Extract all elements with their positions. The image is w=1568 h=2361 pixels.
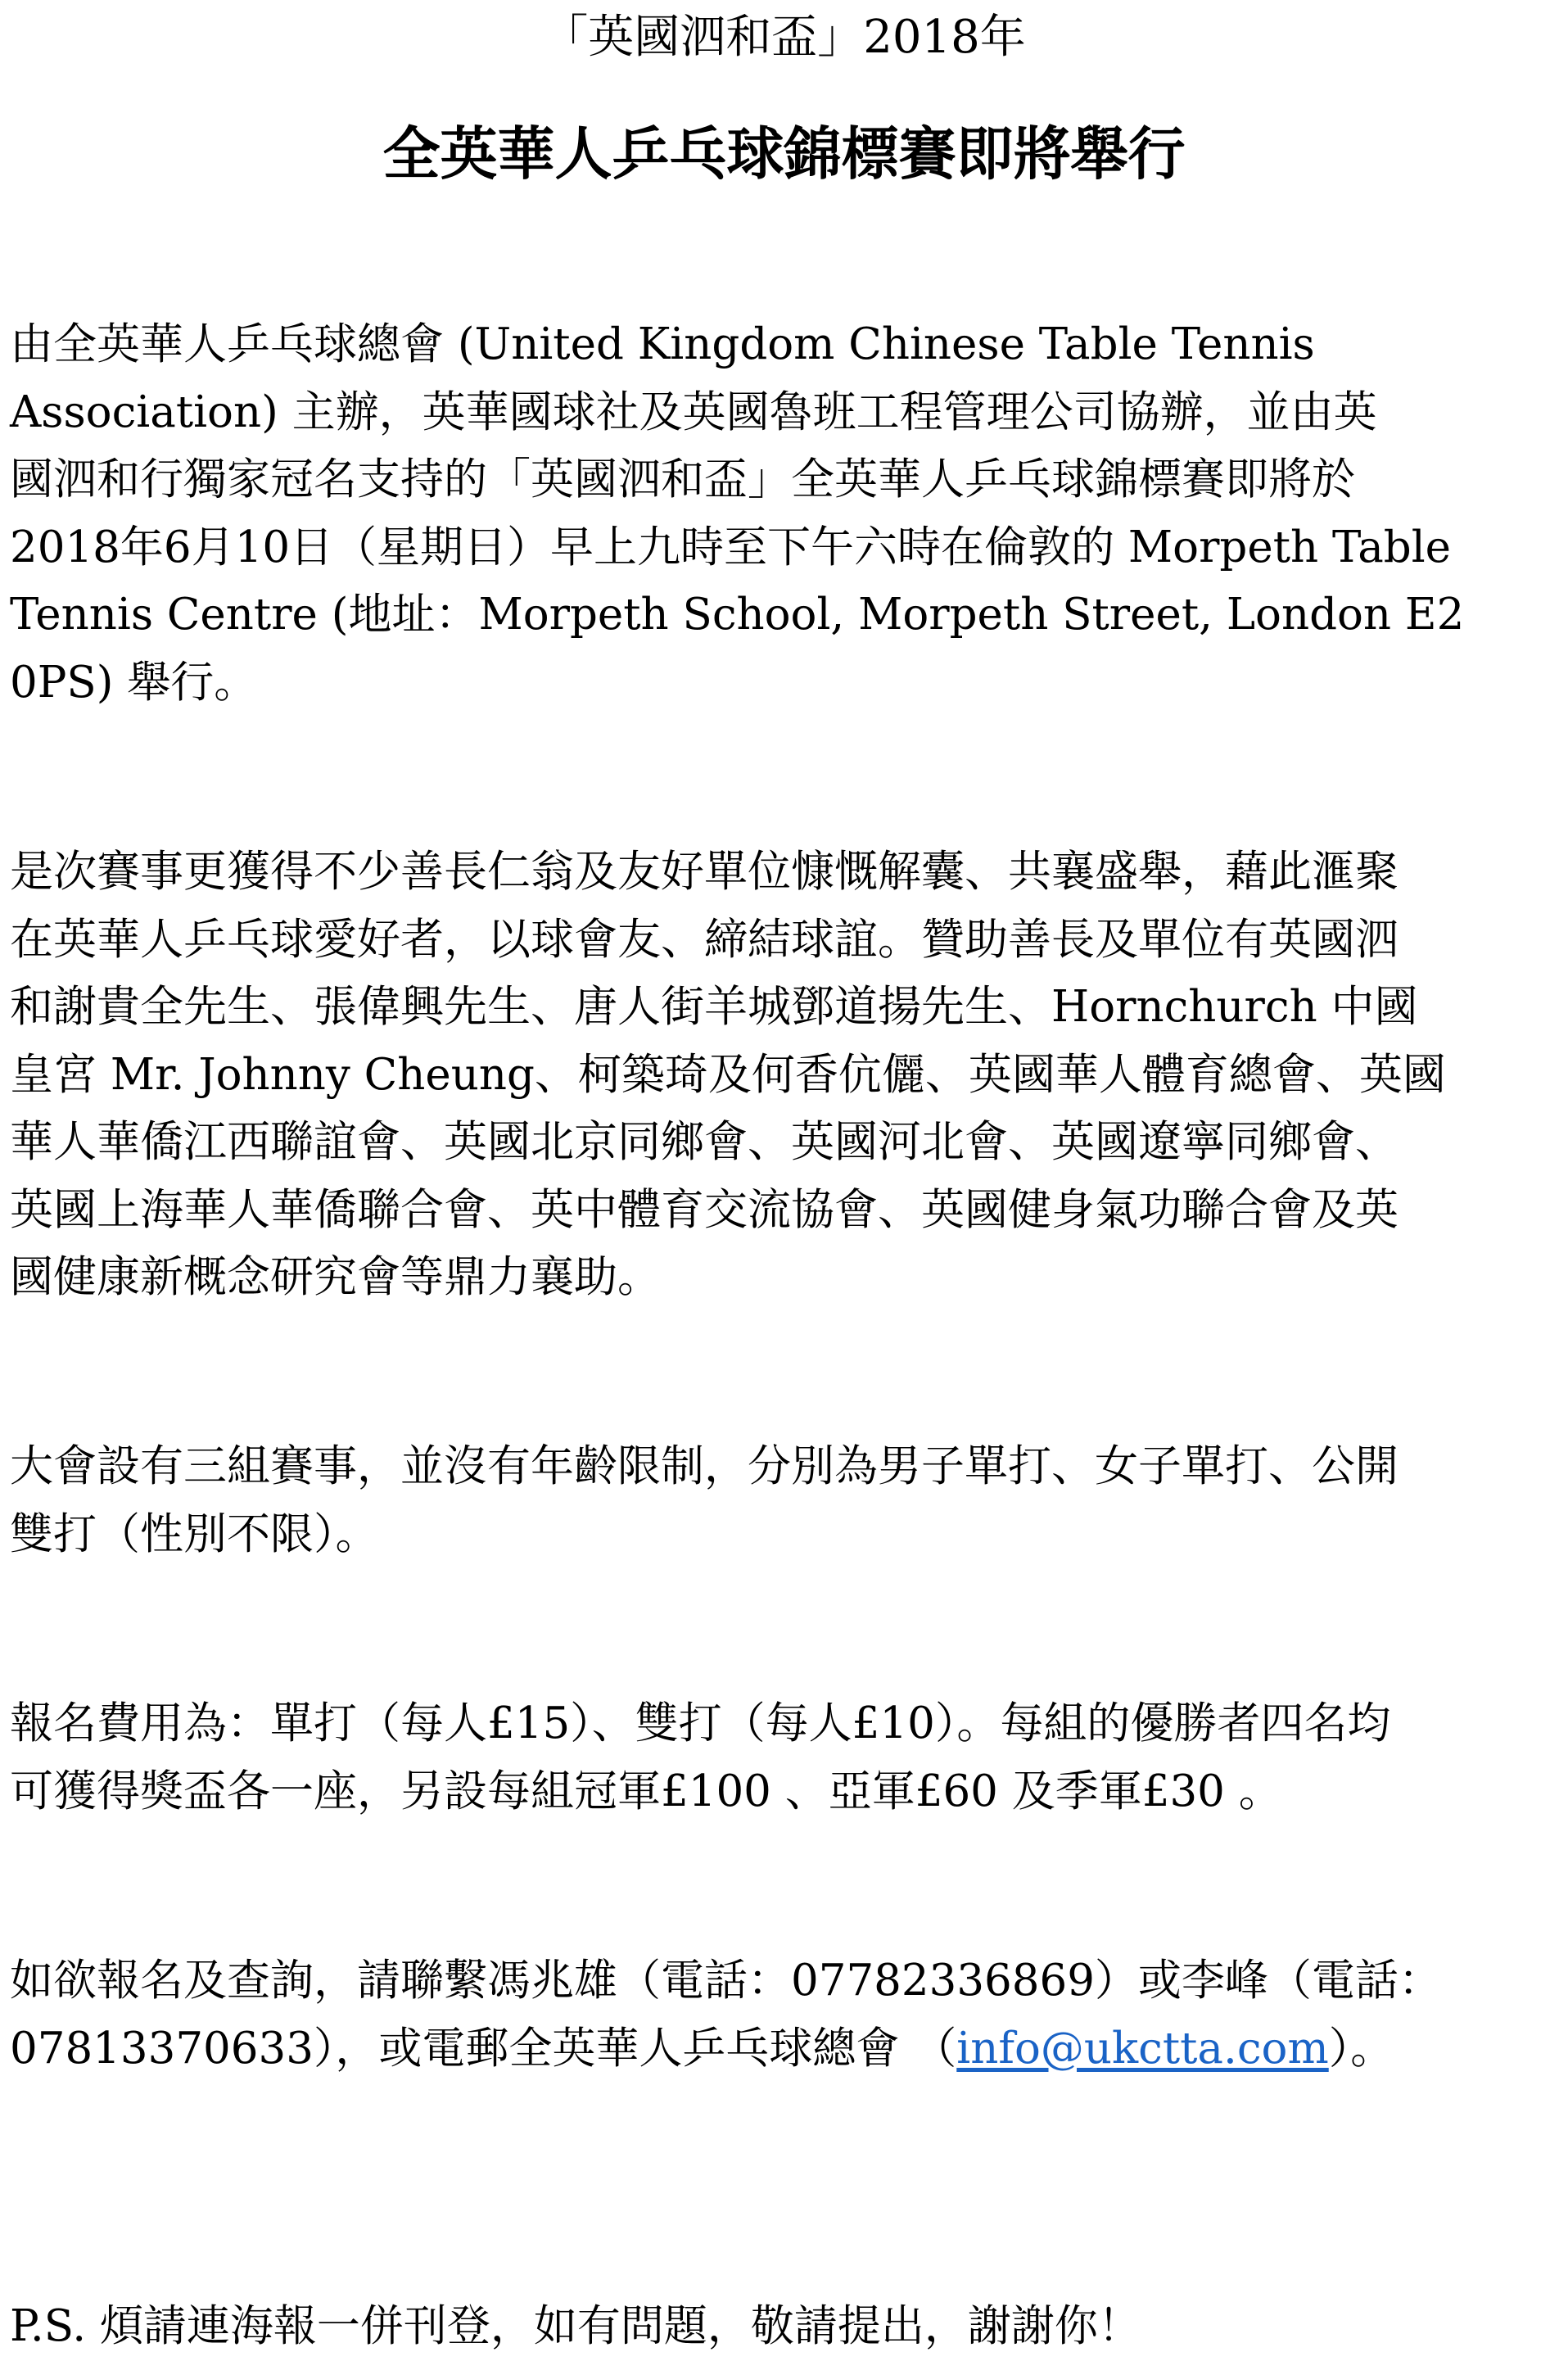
paragraph-intro bbox=[10, 311, 1557, 717]
paragraph-line: Association) 主辦，英華國球社及英國魯班工程管理公司協辦，並由英 bbox=[10, 387, 1377, 437]
email-link[interactable]: info@ukctta.com bbox=[956, 2023, 1329, 2074]
paragraph-line: 由全英華人乒乓球總會 (United Kingdom Chinese Table Tennis bbox=[10, 319, 1315, 369]
paragraph-line: 華人華僑江西聯誼會、英國北京同鄉會、英國河北會、英國遼寧同鄉會、 bbox=[10, 1117, 1399, 1167]
paragraph-line bbox=[10, 2015, 1557, 2083]
paragraph-sponsors bbox=[10, 839, 1557, 1312]
paragraph-line: 可獲得獎盃各一座，另設每組冠軍£100 、亞軍£60 及季軍£30 。 bbox=[10, 1766, 1282, 1816]
paragraph-line: 是次賽事更獲得不少善長仁翁及友好單位慷慨解囊、共襄盛舉，藉此滙聚 bbox=[10, 847, 1399, 897]
paragraph-line: 皇宮 Mr. Johnny Cheung、柯築琦及何香伉儷、英國華人體育總會、英國 bbox=[10, 1049, 1446, 1100]
paragraph-line: 報名費用為：單打（每人£15）、雙打（每人£10）。每組的優勝者四名均 bbox=[10, 1698, 1391, 1748]
paragraph-line: 在英華人乒乓球愛好者，以球會友、締結球誼。贊助善長及單位有英國泗 bbox=[10, 914, 1399, 965]
paragraph-fees bbox=[10, 1690, 1557, 1825]
postscript bbox=[10, 2293, 1557, 2361]
paragraph-line: 如欲報名及查詢，請聯繫馮兆雄（電話：07782336869）或李峰（電話： bbox=[10, 1956, 1442, 2006]
contact-text-prefix: 07813370633），或電郵全英華人乒乓球總會 （ bbox=[10, 2023, 957, 2074]
paragraph-line: 國健康新概念研究會等鼎力襄助。 bbox=[10, 1252, 661, 1302]
paragraph-line: 雙打（性別不限）。 bbox=[10, 1508, 379, 1559]
paragraph-line: P.S. 煩請連海報一併刊登，如有問題，敬請提出，謝謝你！ bbox=[10, 2301, 1141, 2351]
paragraph-line: 和謝貴全先生、張偉興先生、唐人街羊城鄧道揚先生、Hornchurch 中國 bbox=[10, 982, 1418, 1032]
paragraph-line: 英國上海華人華僑聯合會、英中體育交流協會、英國健身氣功聯合會及英 bbox=[10, 1184, 1399, 1235]
contact-text-suffix: ）。 bbox=[1328, 2023, 1394, 2074]
paragraph-line: Tennis Centre (地址：Morpeth School, Morpeth Street, London E2 bbox=[10, 590, 1465, 640]
document-title: 全英華人乒乓球錦標賽即將舉行 bbox=[382, 120, 1186, 188]
paragraph-contact bbox=[10, 1947, 1557, 2083]
paragraph-line: 0PS) 舉行。 bbox=[10, 657, 258, 708]
paragraph-line: 國泗和行獨家冠名支持的「英國泗和盃」全英華人乒乓球錦標賽即將於 bbox=[10, 455, 1355, 504]
document-subtitle: 「英國泗和盃」2018年 bbox=[542, 11, 1026, 64]
paragraph-line: 大會設有三組賽事，並沒有年齡限制，分別為男子單打、女子單打、公開 bbox=[10, 1441, 1399, 1491]
paragraph-line: 2018年6月10日（星期日）早上九時至下午六時在倫敦的 Morpeth Table bbox=[10, 522, 1452, 572]
paragraph-events bbox=[10, 1433, 1557, 1568]
